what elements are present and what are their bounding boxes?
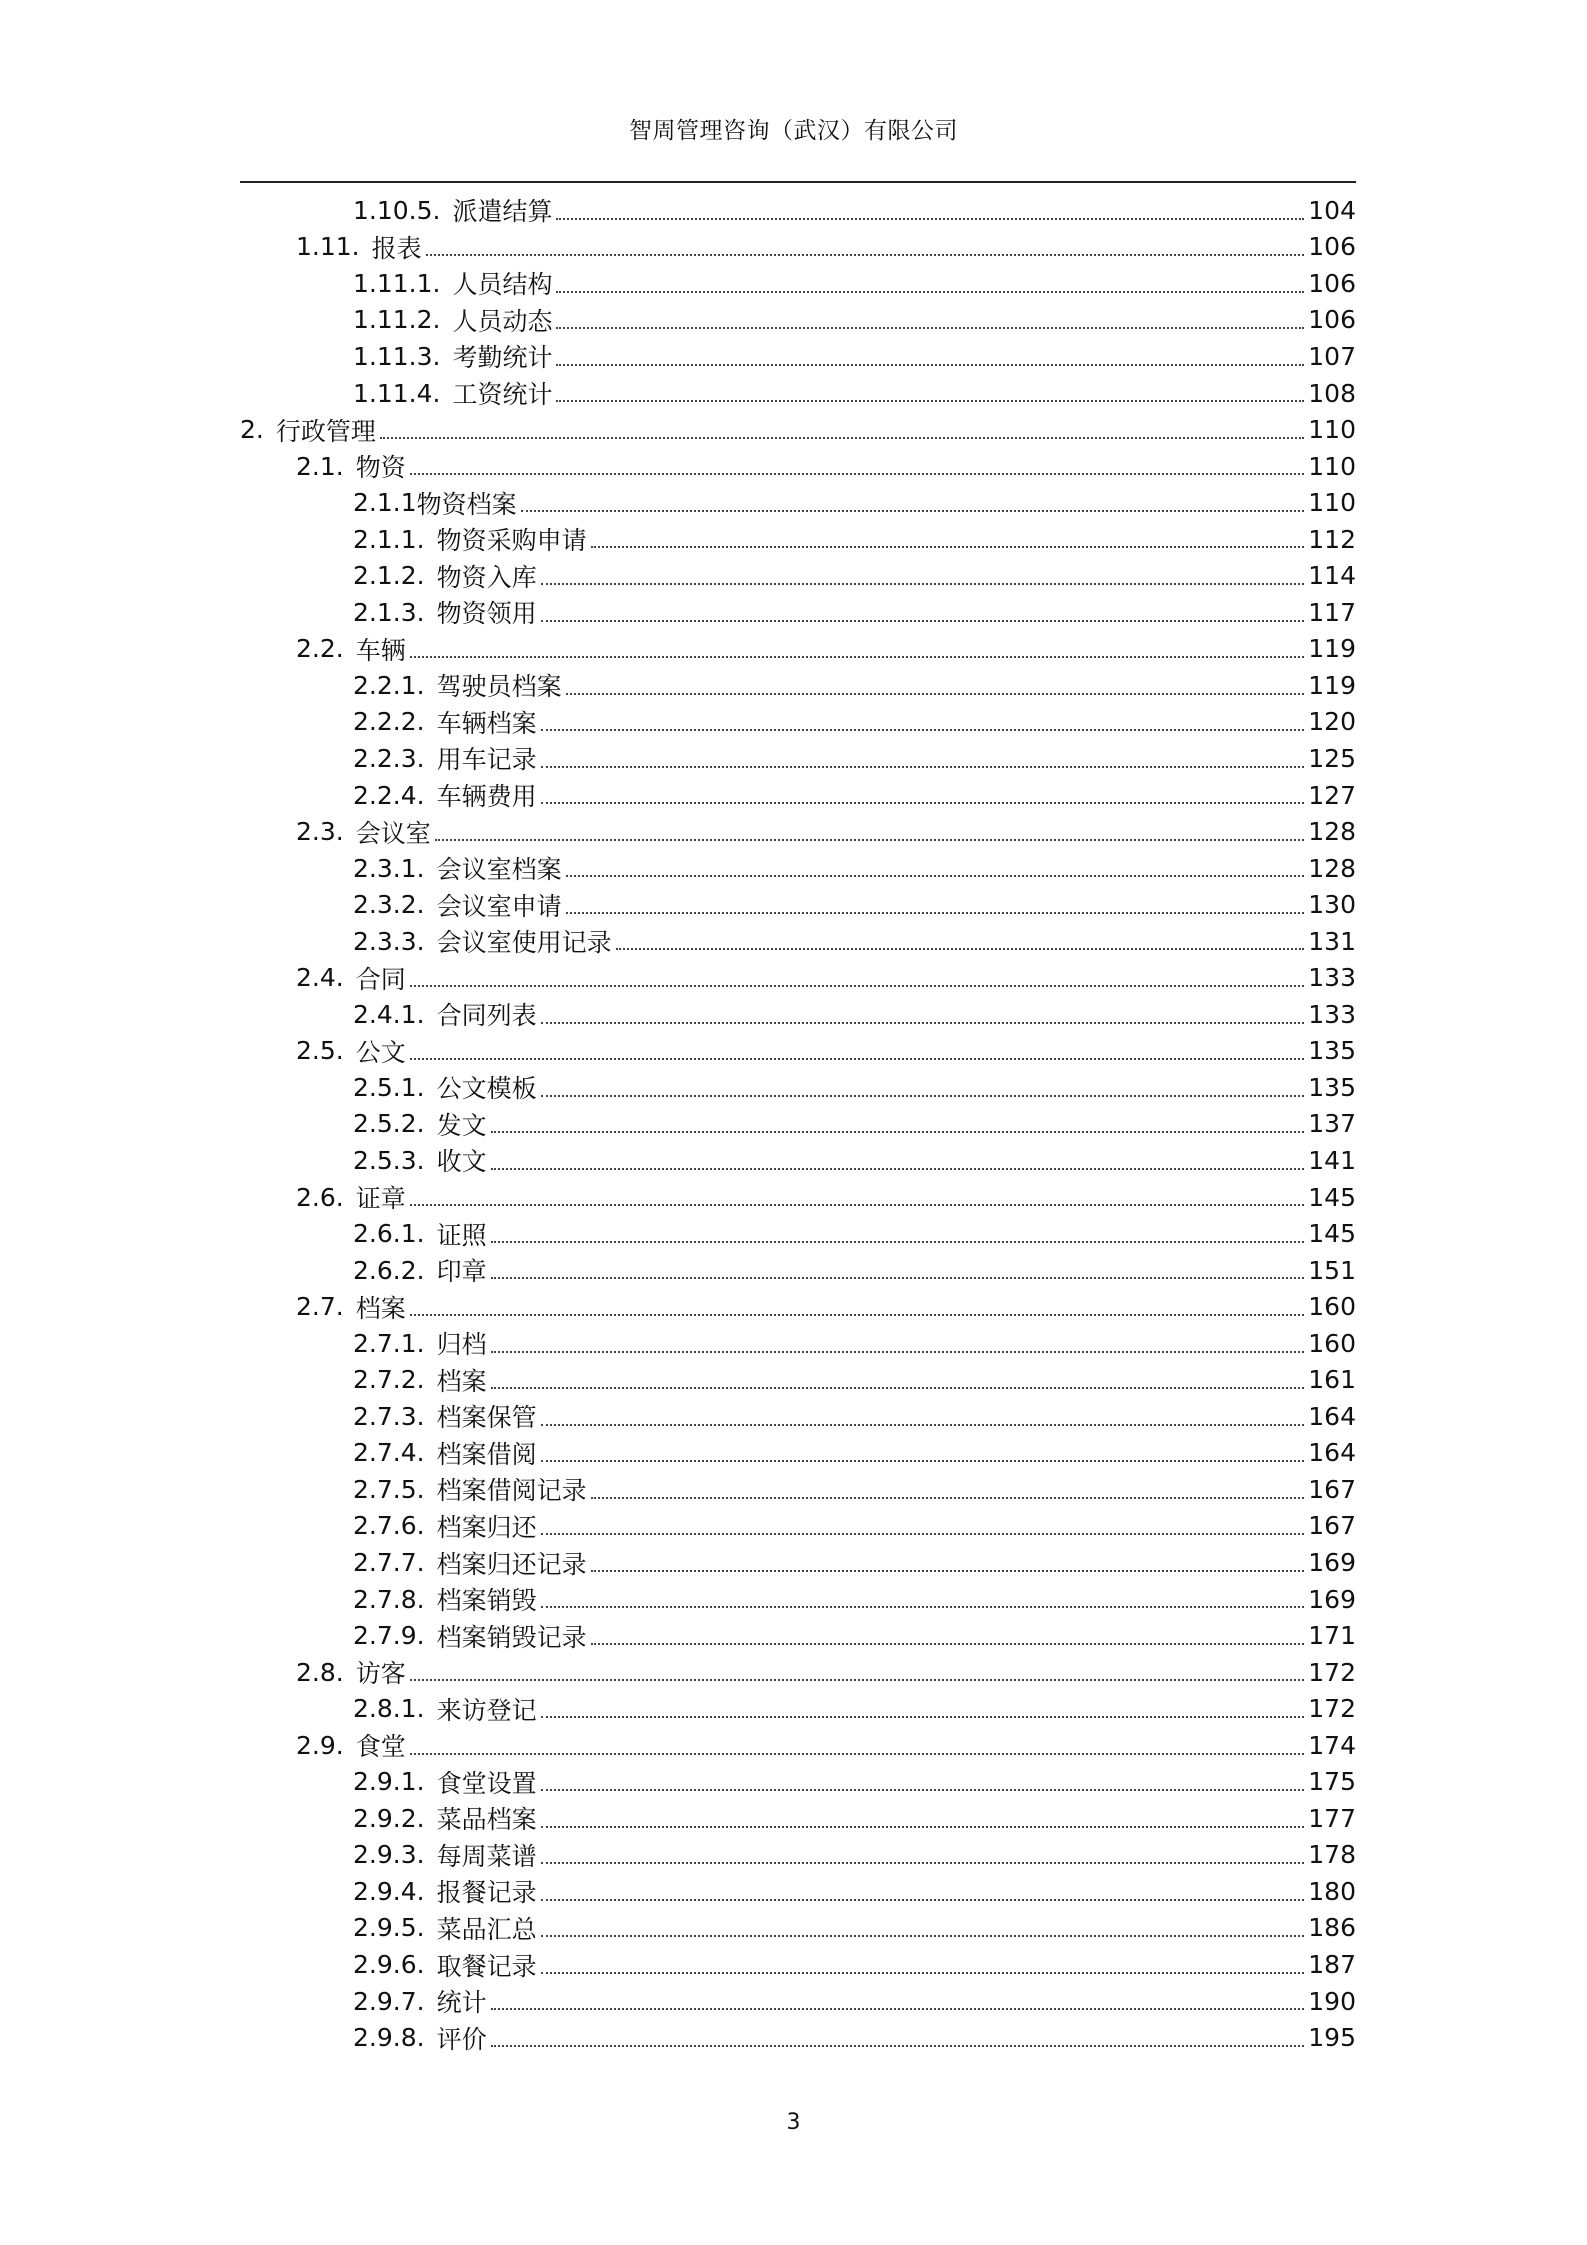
toc-entry-number: 1.11.3. — [353, 341, 441, 371]
toc-entry[interactable] — [240, 1764, 1356, 1801]
toc-entry-page: 178 — [1308, 1840, 1356, 1870]
toc-entry-number: 2.9.1. — [353, 1767, 425, 1797]
toc-entry-number: 2.6.2. — [353, 1255, 425, 1285]
toc-entry-number: 2.7.8. — [353, 1584, 425, 1614]
toc-entry-page: 137 — [1308, 1109, 1356, 1139]
toc-entry-title: 收文 — [436, 1147, 487, 1177]
toc-entry[interactable] — [240, 1215, 1356, 1252]
toc-dot-leader — [541, 620, 1305, 622]
toc-entry-title: 驾驶员档案 — [436, 672, 562, 702]
toc-entry-title: 报表 — [371, 233, 422, 263]
toc-entry-page: 180 — [1308, 1876, 1356, 1906]
toc-entry-page: 117 — [1308, 597, 1356, 627]
toc-dot-leader — [435, 839, 1305, 841]
toc-entry[interactable] — [240, 704, 1356, 741]
toc-entry-title: 会议室使用记录 — [436, 928, 612, 958]
toc-entry-page: 128 — [1308, 817, 1356, 847]
header-rule — [240, 181, 1356, 183]
toc-dot-leader — [591, 1497, 1305, 1499]
toc-entry-page: 112 — [1308, 524, 1356, 554]
toc-entry-title: 报餐记录 — [436, 1878, 537, 1908]
toc-entry[interactable] — [240, 1325, 1356, 1362]
toc-dot-leader — [591, 546, 1305, 548]
toc-entry-title: 会议室申请 — [436, 891, 562, 921]
toc-entry-title: 档案借阅 — [436, 1439, 537, 1469]
toc-entry-number: 2.3.3. — [353, 926, 425, 956]
toc-entry[interactable] — [240, 777, 1356, 814]
toc-entry-number: 2.9.4. — [353, 1876, 425, 1906]
toc-entry[interactable] — [240, 557, 1356, 594]
toc-entry-page: 110 — [1308, 415, 1356, 445]
toc-entry-number: 2.7.5. — [353, 1474, 425, 1504]
toc-entry[interactable] — [240, 886, 1356, 923]
toc-entry-title: 公文 — [355, 1037, 406, 1067]
toc-entry-number: 2.1. — [296, 451, 344, 481]
toc-entry[interactable] — [240, 1179, 1356, 1216]
toc-entry-number: 2.7.6. — [353, 1511, 425, 1541]
toc-dot-leader — [616, 948, 1305, 950]
toc-entry-title: 档案借阅记录 — [436, 1476, 587, 1506]
toc-entry-title: 工资统计 — [452, 380, 553, 409]
toc-entry-title: 档案归还记录 — [436, 1549, 587, 1579]
toc-dot-leader — [541, 1460, 1305, 1462]
toc-entry-page: 160 — [1308, 1328, 1356, 1358]
toc-dot-leader — [541, 1862, 1305, 1864]
toc-dot-leader — [541, 1533, 1305, 1535]
toc-entry-title: 物资 — [355, 453, 406, 483]
toc-dot-leader — [556, 218, 1304, 220]
toc-entry-number: 2.4. — [296, 963, 344, 993]
toc-entry-title: 车辆档案 — [436, 708, 537, 738]
toc-dot-leader — [491, 2045, 1305, 2047]
toc-entry-number: 2.2.4. — [353, 780, 425, 810]
toc-entry-page: 141 — [1308, 1145, 1356, 1175]
toc-entry-number: 2.2.2. — [353, 707, 425, 737]
toc-entry-number: 2.1.3. — [353, 597, 425, 627]
toc-entry[interactable] — [240, 959, 1356, 996]
toc-dot-leader — [541, 1022, 1305, 1024]
toc-entry-number: 1.10.5. — [353, 195, 441, 225]
toc-dot-leader — [491, 1131, 1305, 1133]
toc-entry-page: 145 — [1308, 1219, 1356, 1249]
toc-entry[interactable] — [240, 1946, 1356, 1983]
toc-entry-title: 菜品汇总 — [436, 1914, 537, 1944]
toc-entry[interactable] — [240, 1069, 1356, 1106]
toc-entry-page: 128 — [1308, 853, 1356, 883]
toc-entry[interactable] — [240, 923, 1356, 960]
toc-entry-page: 135 — [1308, 1036, 1356, 1066]
toc-entry-number: 1.11.1. — [353, 268, 441, 298]
toc-dot-leader — [591, 1570, 1305, 1572]
toc-entry[interactable] — [240, 192, 1356, 229]
toc-entry-number: 2.5.1. — [353, 1072, 425, 1102]
toc-entry-number: 2.2. — [296, 634, 344, 664]
toc-entry[interactable] — [240, 229, 1356, 266]
toc-dot-leader — [491, 1387, 1305, 1389]
toc-entry-page: 171 — [1308, 1621, 1356, 1651]
toc-entry[interactable] — [240, 1983, 1356, 2020]
toc-dot-leader — [426, 254, 1305, 256]
toc-entry-title: 统计 — [436, 1988, 487, 2018]
toc-entry[interactable] — [240, 631, 1356, 668]
toc-entry[interactable] — [240, 1800, 1356, 1837]
toc-entry[interactable] — [240, 1910, 1356, 1947]
toc-entry-title: 行政管理 — [275, 416, 376, 446]
toc-entry-title: 物资入库 — [436, 562, 537, 592]
toc-entry[interactable] — [240, 1581, 1356, 1618]
toc-entry-title: 档案销毁 — [436, 1586, 537, 1616]
toc-entry-number: 1.11.2. — [353, 305, 441, 335]
toc-entry-title: 访客 — [355, 1659, 406, 1689]
toc-dot-leader — [541, 1095, 1305, 1097]
toc-entry[interactable] — [240, 813, 1356, 850]
toc-entry[interactable] — [240, 667, 1356, 704]
toc-entry-title: 车辆费用 — [436, 782, 537, 812]
toc-dot-leader — [491, 1168, 1305, 1170]
toc-entry[interactable] — [240, 1690, 1356, 1727]
toc-entry[interactable] — [240, 1544, 1356, 1581]
toc-entry-page: 107 — [1308, 341, 1356, 371]
toc-entry-title: 物资采购申请 — [436, 526, 587, 556]
toc-entry-title: 用车记录 — [436, 745, 537, 775]
toc-entry-page: 106 — [1308, 268, 1356, 298]
toc-dot-leader — [541, 1716, 1305, 1718]
toc-entry[interactable] — [240, 1727, 1356, 1764]
toc-entry[interactable] — [240, 1508, 1356, 1545]
toc-entry-title: 食堂 — [355, 1732, 406, 1762]
toc-entry-page: 190 — [1308, 1986, 1356, 2016]
toc-entry[interactable] — [240, 850, 1356, 887]
toc-entry[interactable] — [240, 338, 1356, 375]
toc-entry-page: 133 — [1308, 999, 1356, 1029]
toc-entry-page: 110 — [1308, 451, 1356, 481]
toc-dot-leader — [566, 693, 1305, 695]
toc-entry-title: 物资领用 — [436, 599, 537, 629]
toc-entry-number: 1.11. — [296, 232, 360, 262]
toc-entry-title: 评价 — [436, 2024, 487, 2054]
toc-entry-number: 2.8.1. — [353, 1694, 425, 1724]
toc-entry-page: 151 — [1308, 1255, 1356, 1285]
toc-entry-page: 169 — [1308, 1548, 1356, 1577]
toc-entry-page: 130 — [1308, 890, 1356, 920]
toc-entry-title: 会议室档案 — [436, 855, 562, 885]
toc-entry-page: 164 — [1308, 1438, 1356, 1468]
toc-entry-page: 120 — [1308, 707, 1356, 737]
toc-entry-number: 2.5.3. — [353, 1145, 425, 1175]
toc-dot-leader — [491, 1277, 1305, 1279]
toc-entry[interactable] — [240, 1362, 1356, 1399]
toc-entry-title: 档案 — [436, 1366, 487, 1396]
toc-entry-page: 169 — [1308, 1584, 1356, 1614]
toc-dot-leader — [566, 875, 1305, 877]
toc-dot-leader — [541, 729, 1305, 731]
toc-entry[interactable] — [240, 375, 1356, 412]
table-of-contents — [240, 192, 1356, 2056]
toc-entry-title: 合同列表 — [436, 1001, 537, 1031]
toc-entry-title: 档案归还 — [436, 1512, 537, 1542]
toc-entry-page: 187 — [1308, 1950, 1356, 1980]
toc-entry[interactable] — [240, 1398, 1356, 1435]
toc-entry[interactable] — [240, 521, 1356, 558]
toc-dot-leader — [566, 912, 1305, 914]
toc-entry-title: 证章 — [355, 1184, 406, 1214]
toc-entry-title: 来访登记 — [436, 1695, 537, 1725]
toc-dot-leader — [491, 1351, 1305, 1353]
toc-dot-leader — [410, 1753, 1305, 1755]
toc-entry-page: 125 — [1308, 743, 1356, 773]
toc-entry-page: 104 — [1308, 195, 1356, 225]
toc-entry[interactable] — [240, 594, 1356, 631]
toc-entry-number: 2.9.2. — [353, 1803, 425, 1833]
toc-entry-number: 2.2.3. — [353, 743, 425, 773]
toc-entry-title: 食堂设置 — [436, 1768, 537, 1798]
toc-entry-page: 135 — [1308, 1072, 1356, 1102]
toc-dot-leader — [410, 656, 1305, 658]
toc-entry[interactable] — [240, 1252, 1356, 1289]
toc-dot-leader — [541, 1972, 1305, 1974]
toc-entry-number: 2.9.6. — [353, 1950, 425, 1980]
toc-entry-number: 2.4.1. — [353, 999, 425, 1029]
toc-entry-page: 131 — [1308, 926, 1356, 956]
toc-entry-number: 2.1.1. — [353, 524, 425, 554]
toc-entry[interactable] — [240, 484, 1356, 521]
toc-dot-leader — [541, 1935, 1305, 1937]
toc-entry[interactable] — [240, 302, 1356, 339]
page-header: 智周管理咨询（武汉）有限公司 — [629, 118, 958, 144]
toc-entry[interactable] — [240, 740, 1356, 777]
toc-entry-number: 2.1.2. — [353, 561, 425, 591]
toc-dot-leader — [491, 1241, 1305, 1243]
toc-entry[interactable] — [240, 1654, 1356, 1691]
toc-entry[interactable] — [240, 1288, 1356, 1325]
toc-dot-leader — [541, 1826, 1305, 1828]
toc-entry-page: 164 — [1308, 1401, 1356, 1431]
toc-entry-page: 186 — [1308, 1913, 1356, 1943]
toc-entry[interactable] — [240, 448, 1356, 485]
toc-entry-title: 归档 — [436, 1330, 487, 1360]
toc-dot-leader — [591, 1643, 1305, 1645]
toc-entry-number: 2.3.1. — [353, 853, 425, 883]
toc-dot-leader — [541, 583, 1305, 585]
toc-dot-leader — [491, 2008, 1305, 2010]
toc-entry[interactable] — [240, 1873, 1356, 1910]
toc-entry-page: 177 — [1308, 1803, 1356, 1833]
toc-entry-title: 车辆 — [355, 635, 406, 665]
toc-entry-number: 2.9.8. — [353, 2023, 425, 2053]
toc-entry-page: 108 — [1308, 378, 1356, 408]
toc-entry-page: 167 — [1308, 1474, 1356, 1504]
toc-entry-number: 2.1.1 — [353, 488, 417, 518]
toc-entry-title: 考勤统计 — [452, 343, 553, 373]
toc-dot-leader — [556, 364, 1304, 366]
toc-entry-page: 127 — [1308, 780, 1356, 810]
toc-dot-leader — [410, 985, 1305, 987]
toc-entry-number: 2.7.7. — [353, 1548, 425, 1577]
toc-entry[interactable] — [240, 1033, 1356, 1070]
toc-entry-page: 172 — [1308, 1694, 1356, 1724]
toc-entry-title: 取餐记录 — [436, 1951, 537, 1981]
toc-entry-page: 195 — [1308, 2023, 1356, 2053]
toc-entry-page: 167 — [1308, 1511, 1356, 1541]
toc-entry-page: 172 — [1308, 1657, 1356, 1687]
toc-entry-page: 119 — [1308, 670, 1356, 700]
toc-dot-leader — [410, 1679, 1305, 1681]
toc-entry-page: 145 — [1308, 1182, 1356, 1212]
toc-dot-leader — [541, 802, 1305, 804]
toc-entry-title: 公文模板 — [436, 1074, 537, 1104]
toc-dot-leader — [410, 1058, 1305, 1060]
toc-entry-number: 1.11.4. — [353, 378, 441, 408]
toc-entry-page: 175 — [1308, 1767, 1356, 1797]
toc-dot-leader — [410, 1314, 1305, 1316]
toc-entry-number: 2.6.1. — [353, 1219, 425, 1249]
toc-entry-number: 2. — [240, 415, 264, 445]
toc-entry-page: 133 — [1308, 963, 1356, 993]
toc-dot-leader — [380, 437, 1304, 439]
toc-entry-page: 160 — [1308, 1292, 1356, 1322]
toc-entry[interactable] — [240, 1106, 1356, 1143]
toc-entry[interactable] — [240, 1617, 1356, 1654]
toc-entry-page: 114 — [1308, 561, 1356, 591]
toc-entry-page: 161 — [1308, 1365, 1356, 1395]
toc-dot-leader — [556, 327, 1304, 329]
toc-dot-leader — [410, 1204, 1305, 1206]
toc-entry[interactable] — [240, 1142, 1356, 1179]
toc-entry-number: 2.9.5. — [353, 1913, 425, 1943]
toc-dot-leader — [541, 766, 1305, 768]
toc-entry-title: 发文 — [436, 1110, 487, 1140]
toc-entry-title: 物资档案 — [416, 489, 517, 519]
toc-entry-number: 2.7.1. — [353, 1328, 425, 1358]
toc-entry-title: 派遣结算 — [452, 197, 553, 227]
toc-entry-title: 菜品档案 — [436, 1805, 537, 1835]
toc-dot-leader — [541, 1899, 1305, 1901]
toc-dot-leader — [541, 1424, 1305, 1426]
toc-entry[interactable] — [240, 265, 1356, 302]
toc-dot-leader — [541, 1789, 1305, 1791]
toc-entry-number: 2.3. — [296, 817, 344, 847]
toc-entry-title: 会议室 — [355, 818, 431, 848]
toc-entry-number: 2.9. — [296, 1730, 344, 1760]
toc-entry-page: 106 — [1308, 305, 1356, 335]
toc-entry-number: 2.6. — [296, 1182, 344, 1212]
toc-entry-number: 2.3.2. — [353, 890, 425, 920]
toc-entry-title: 人员动态 — [452, 306, 553, 336]
toc-entry[interactable] — [240, 2019, 1356, 2056]
toc-entry-title: 证照 — [436, 1220, 487, 1250]
toc-entry-number: 2.7.9. — [353, 1621, 425, 1651]
toc-entry-number: 2.8. — [296, 1657, 344, 1687]
toc-entry-number: 2.7. — [296, 1292, 344, 1322]
toc-entry-number: 2.7.2. — [353, 1365, 425, 1395]
toc-entry-title: 档案 — [355, 1293, 406, 1323]
toc-dot-leader — [556, 400, 1304, 402]
toc-entry-number: 2.2.1. — [353, 670, 425, 700]
toc-entry[interactable] — [240, 1837, 1356, 1874]
page-number: 3 — [786, 2110, 801, 2135]
toc-entry-number: 2.5. — [296, 1036, 344, 1066]
toc-entry-number: 2.9.3. — [353, 1840, 425, 1870]
toc-entry-title: 档案保管 — [436, 1403, 537, 1433]
toc-dot-leader — [521, 510, 1305, 512]
toc-entry-page: 110 — [1308, 488, 1356, 518]
toc-entry[interactable] — [240, 996, 1356, 1033]
toc-entry[interactable] — [240, 1435, 1356, 1472]
toc-dot-leader — [556, 291, 1304, 293]
toc-entry[interactable] — [240, 1471, 1356, 1508]
toc-entry-page: 119 — [1308, 634, 1356, 664]
toc-entry-title: 档案销毁记录 — [436, 1622, 587, 1652]
toc-entry-number: 2.5.2. — [353, 1109, 425, 1139]
toc-entry-title: 合同 — [355, 964, 406, 994]
toc-entry-title: 人员结构 — [452, 270, 553, 300]
toc-entry-page: 106 — [1308, 232, 1356, 262]
toc-entry-title: 印章 — [436, 1257, 487, 1287]
toc-entry-title: 每周菜谱 — [436, 1841, 537, 1871]
toc-entry-number: 2.9.7. — [353, 1986, 425, 2016]
toc-dot-leader — [541, 1606, 1305, 1608]
toc-entry-page: 174 — [1308, 1730, 1356, 1760]
toc-entry-number: 2.7.3. — [353, 1401, 425, 1431]
toc-dot-leader — [410, 473, 1305, 475]
toc-entry-number: 2.7.4. — [353, 1438, 425, 1468]
toc-entry[interactable] — [240, 411, 1356, 448]
